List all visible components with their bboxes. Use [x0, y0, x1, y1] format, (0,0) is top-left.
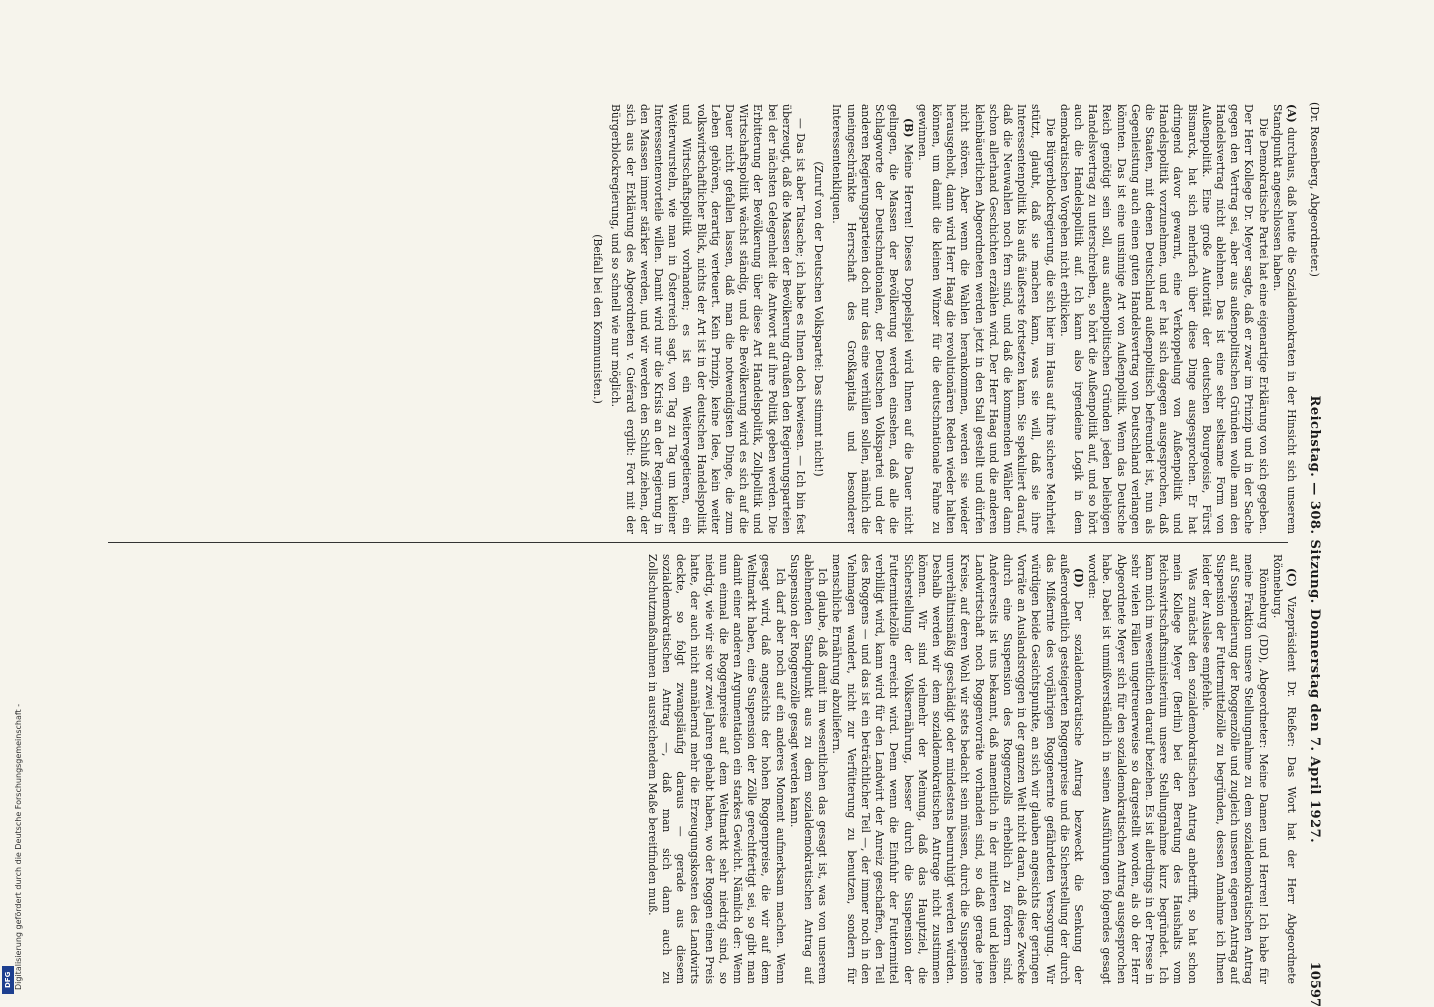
paragraph: Die Bürgerblockregierung, die sich hier im Haus auf ihre sichere Mehrheit stützt, glaubt, daß sie machen kann, was sie will, daß sie ihre Interessentenpolitik bis aufs äußerste fortsetzen kann. Sie spekuliert darauf, daß die Neuwahlen noch fern sind, und daß die kommenden Wähler dann schon allerhand Geschichten erzählen wird. Der Herr Haag und die anderen kleinbäuerlichen Abgeordneten werden jetzt in den Stall gestellt und dürfen nicht stören. Aber wenn die Wahlen herankommen, werden sie wieder herausgeholt, dann wird Herr Haag die revolutionären Reden wieder halten können, um damit die kleinen Winzer für die deutschnationale Fahne zu gewinnen. [915, 104, 1057, 534]
funding-note: Digitalisierung gefördert durch die Deutsche Forschungsgemeinschaft - [14, 703, 23, 990]
margin-marker-d: (D) [1071, 568, 1085, 588]
paragraph-text: Meine Herren! Dieses Doppelspiel wird Ihnen auf die Dauer nicht gelingen, die Massen der Bevölkerung werden einsehen, daß alle die Schlagworte der Deutschnationalen, der Deutschen Volkspartei und der anderen Regierungsparteien doch nur das eine verhüllen sollen, nämlich die uneingeschränkte Herrschaft des Großkapitals und besonderer Interessentenkliquen. [830, 104, 915, 534]
page-header [1302, 102, 1328, 1007]
left-speaker-tag: (Dr. Rosenberg, Abgeordneter.) [1308, 102, 1322, 277]
column-divider [108, 542, 1288, 543]
margin-marker-a: (A) [1285, 104, 1298, 123]
margin-marker-c: (C) [1285, 568, 1298, 587]
paragraph: Was zunächst den sozialdemokratischen Antrag anbetrifft, so hat schon mein Kollege Meyer (Berlin) bei der Beratung des Haushalts vom Reichswirtschaftsministerium unsere Stellungnahme kurz begründet. Ich kann mich im wesentlichen darauf beziehen. Es ist allerdings in der Presse in sehr vielen Fällen ungetreuerweise so dargestellt worden, als ob der Herr Abgeordnete Meyer sich für den sozialdemokratischen Antrag ausgesprochen habe. Dabei ist unmißverständlich in seinen Ausführungen folgendes gesagt worden: [1086, 554, 1199, 984]
paragraph-text: Der sozialdemokratische Antrag bezweckt die Senkung der außerordentlich gesteigerten Roggenpreise und die Sicherstellung der durch das Mißernte des vorjährigen Roggenernte gefährdeten Versorgung. Wir würdigen beide Gesichtspunkte, an sich wir glauben angesichts der geringen Vorräte an Auslandsroggen in der ganzen Welt nicht daran, daß diese Zwecke durch eine Suspension des Roggenzolls erheblich zu fördern sind. Andererseits ist uns bekannt, daß namentlich in der mittleren und kleinen Landwirtschaft noch Roggenvorräte vorhanden sind, so daß gerade jene Kreise, auf deren Wohl wir stets bedacht sein müssen, durch die Suspension unverhältnismäßig geschädigt oder mindestens beunruhigt werden würden. Deshalb werden wir dem sozialdemokratischen Antrage nicht zustimmen können. Wir sind vielmehr der Meinung, daß das Hauptziel, die Sicherstellung der Volksernährung, besser durch die Suspension der Futtermittelzölle erreicht wird. Denn wenn die Einfuhr der Futtermittel verbilligt wird, kann wird für den Landwirt der Anreiz geschaffen, den Teil des Roggens — und das ist ein beträchtlicher Teil —, der immer noch in den Viehmagen wandert, nicht zur Verfütterung zu benutzen, sondern für menschliche Ernährung abzuliefern. [830, 554, 1085, 984]
paragraph-text: durchaus, daß heute die Sozialdemokraten in der Hinsicht sich unserem Standpunkt angeschlossen haben. [1270, 104, 1298, 534]
interjection: (Zuruf von der Deutschen Volkspartei: Das stimmt nicht!) [812, 161, 826, 477]
paragraph [829, 104, 914, 534]
left-column [108, 104, 1298, 534]
dfg-logo: DFG [2, 966, 14, 994]
paragraph: Die Demokratische Partei hat eine eigenartige Erklärung von sich gegeben. Der Herr Kollege Dr. Meyer sagte, daß er zwar im Prinzip und in der Sache gegen den Vertrag sei, aber aus außenpolitischen Gründen wolle man den Handelsvertrag nicht ablehnen. Das ist eine sehr seltsame Form von Außenpolitik. Eine große Autorität der deutschen Bourgeoisie, Fürst Bismarck, hat sich mehrfach über diese Dinge ausgesprochen. Er hat dringend davor gewarnt, eine Verkoppelung von Außenpolitik und Handelspolitik vorzunehmen, und er hat sich dagegen ausgesprochen, daß die Staaten, mit denen Deutschland außenpolitisch befreundet ist, nun als Gegenleistung auch einen guten Handelsvertrag von Deutschland verlangen könnten. Das ist eine unsinnige Art von Außenpolitik. Wenn das Deutsche Reich genötigt sein soll, aus außenpolitischen Gründen jeden beliebigen Handelsvertrag zu unterschreiben, so hört die Außenpolitik auf, und so hört auch die Handelspolitik auf. Ich kann also irgendeine Logik in dem demokratischen Vorgehen nicht erblicken. [1057, 104, 1270, 534]
applause-note: (Beifall bei den Kommunisten.) [591, 234, 605, 404]
paragraph: — Das ist aber Tatsache; ich habe es Ihnen doch bewiesen. — Ich bin fest überzeugt, daß die Massen der Bevölkerung draußen den Regierungsparteien bei der nächsten Gelegenheit die Antwort auf ihre Politik geben werden. Die Erbitterung der Bevölkerung über diese Art Handelspolitik, Zollpolitik und Wirtschaftspolitik wächst ständig, und die Bevölkerung wird es sich auf die Dauer nicht gefallen lassen, daß man die notwendigsten Dinge, die zum Leben gehören, derartig verteuert. Kein Prinzip, keine Idee, kein weiter volkswirtschaftlicher Blick, nichts der Art ist in der deutschen Handelspolitik und Wirtschaftspolitik vorhanden; es ist ein Weitervegetieren, ein Weiterwursteln, wie man in Österreich sagt, von Tag zu Tag um kleiner Interessentenvorteile willen. Damit wird nur die Krisis an der Regierung in den Massen immer stärker werden, und wir werden den Schluß ziehen, der sich aus der Erklärung des Abgeordneten v. Guérard ergibt: Fort mit der Bürgerblockregierung, und so schnell wie nur möglich. [609, 104, 808, 534]
right-column [108, 554, 1298, 984]
paragraph [829, 554, 1085, 984]
paragraph [1270, 554, 1298, 984]
page-title: Reichstag. — 308. Sitzung. Donnerstag den 7. April 1927. [1307, 395, 1323, 844]
margin-marker-b: (B) [901, 118, 915, 138]
paragraph-text: Vizepräsident Dr. Rießer: Das Wort hat der Herr Abgeordnete Rönneburg. [1270, 554, 1298, 984]
paragraph: Ich darf aber noch auf ein anderes Moment aufmerksam machen. Wenn gesagt wird, daß angesichts der hohen Roggenpreise, die wir auf dem Weltmarkt haben, eine Suspension der Zölle gerechtfertigt sei, so gibt man damit einer anderen Argumentation ein starkes Gewicht. Nämlich der: Wenn nun einmal die Roggenpreise auf dem Weltmarkt sehr niedrig sind, so niedrig, wie wir sie vor zwei Jahren gehabt haben, wo der Roggen einen Preis hatte, der auch nicht annähernd mehr die Erzeugungskosten des Landwirts deckte, so folgt zwangsläufig daraus — gerade aus diesem sozialdemokratischen Antrag —, daß man sich dann auch zu Zollschutzmaßnahmen in ausreichendem Maße bereitfinden muß. [645, 554, 787, 984]
funding-sidebar [0, 0, 23, 1000]
paragraph: Ich glaube, daß damit im wesentlichen das gesagt ist, was von unserem ablehnenden Standpunkt aus zu dem sozialdemokratischen Antrag auf Suspension der Roggenzölle gesagt werden kann. [787, 554, 830, 984]
paragraph [1270, 104, 1298, 534]
page-number: 10597 [1307, 961, 1323, 1007]
paragraph: Rönneburg (DD), Abgeordneter: Meine Damen und Herren! Ich habe für meine Fraktion unsere Stellungnahme zu dem sozialdemokratischen Antrag auf Suspendierung der Roggenzölle und zugleich unseren eigenen Antrag auf Suspension der Futtermittelzölle zu begründen, dessen Annahme ich Ihnen leider der Auslese empfehle. [1199, 554, 1270, 984]
rotated-page-content [103, 102, 1328, 1007]
